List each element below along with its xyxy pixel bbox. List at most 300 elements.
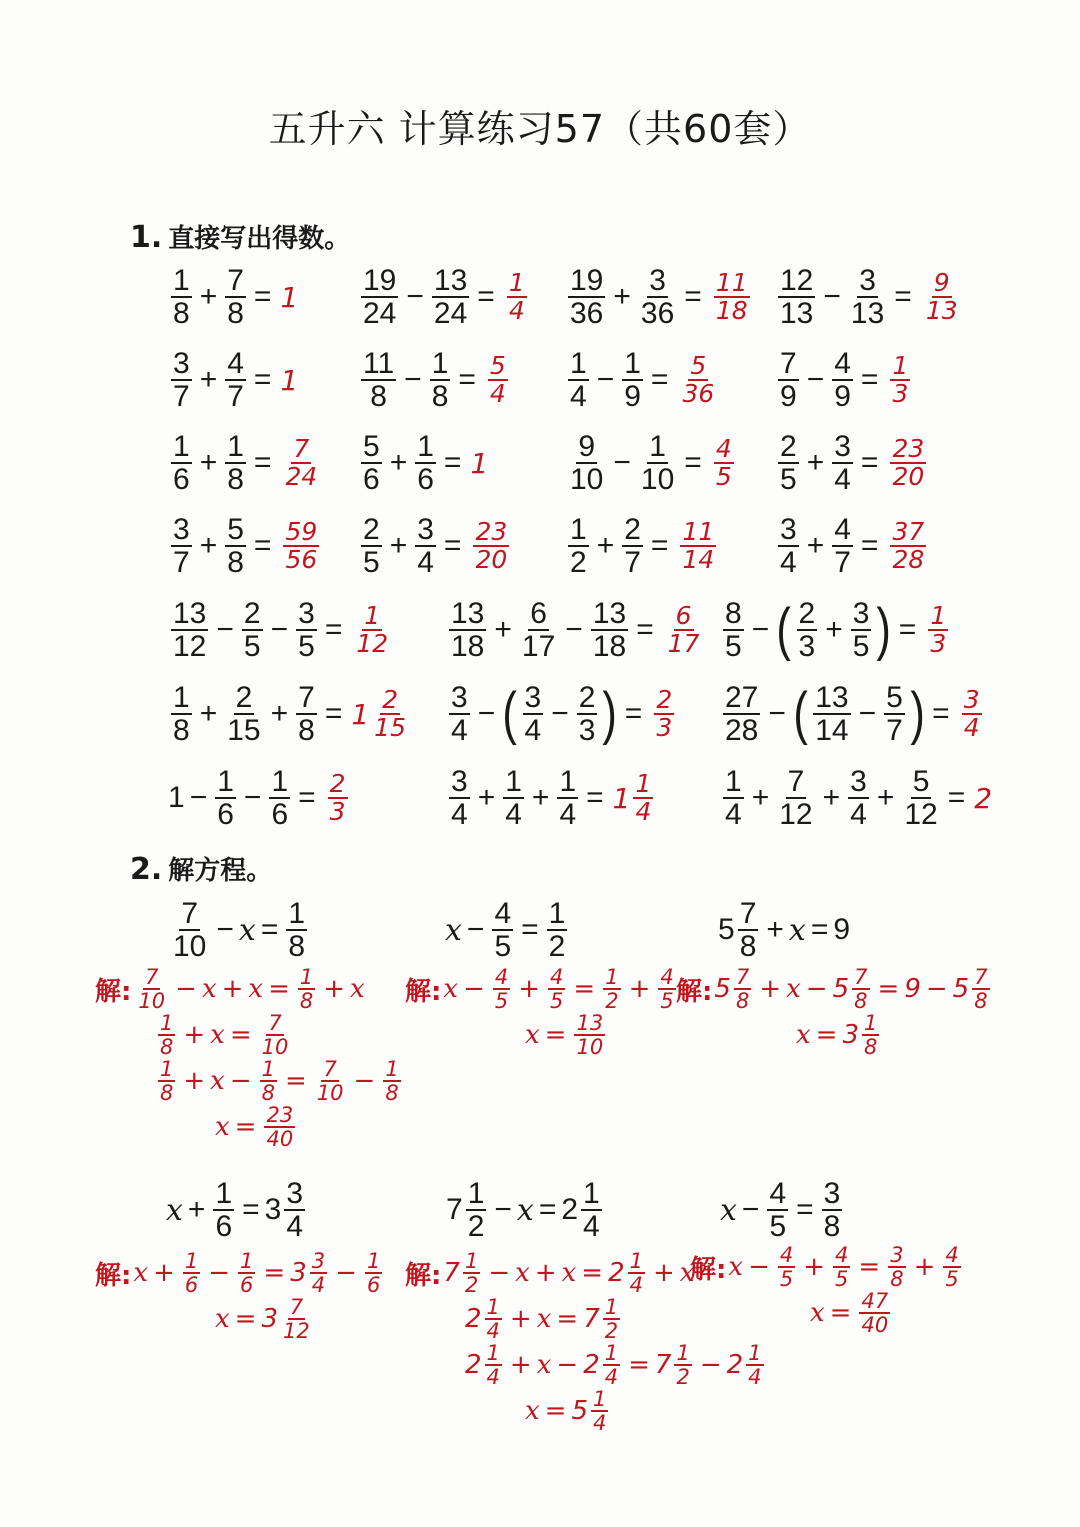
numerator: 4 xyxy=(779,1242,794,1267)
task-12 xyxy=(775,423,929,503)
work-line xyxy=(405,1012,679,1058)
denominator: 4 xyxy=(489,379,506,408)
work-line xyxy=(676,1012,993,1058)
answer xyxy=(711,433,737,491)
fraction xyxy=(171,514,192,579)
operator: + xyxy=(518,974,541,1004)
numerator: 2 xyxy=(656,684,673,714)
numerator: 1 xyxy=(467,1176,485,1210)
operator: + xyxy=(534,1258,557,1288)
operator: + xyxy=(825,613,843,646)
numerator: 5 xyxy=(227,512,244,546)
fraction xyxy=(520,598,557,663)
operator: = xyxy=(636,613,654,646)
denominator: 40 xyxy=(861,1313,889,1337)
fraction xyxy=(383,1058,400,1104)
operator: = xyxy=(650,363,669,396)
numerator: 7 xyxy=(293,433,310,463)
fraction xyxy=(298,966,315,1012)
operator: + xyxy=(183,1066,206,1096)
operator: = xyxy=(877,974,900,1004)
denominator: 8 xyxy=(739,930,757,963)
equation-6 xyxy=(720,1170,845,1250)
numerator: 5 xyxy=(363,429,380,463)
fraction xyxy=(171,265,192,330)
fraction xyxy=(723,682,760,747)
operator: + xyxy=(221,974,244,1004)
operator: − xyxy=(565,613,583,646)
denominator: 8 xyxy=(854,989,868,1013)
denominator: 7 xyxy=(624,546,641,579)
operator: + xyxy=(628,974,651,1004)
fraction xyxy=(674,1342,691,1388)
numerator: 1 xyxy=(892,350,909,380)
numerator: 4 xyxy=(715,433,732,463)
numerator: 1 xyxy=(649,429,666,463)
fraction xyxy=(225,682,262,747)
fraction xyxy=(136,966,167,1012)
fraction xyxy=(622,514,643,579)
numerator: 3 xyxy=(524,680,542,714)
denominator: 8 xyxy=(173,714,190,747)
solution-label: 解: xyxy=(95,1260,132,1291)
equation-5 xyxy=(446,1170,605,1250)
whole-part: 2 xyxy=(465,1350,482,1380)
denominator: 5 xyxy=(660,989,674,1013)
denominator: 6 xyxy=(417,463,434,496)
numerator: 4 xyxy=(769,1176,787,1210)
operator: = xyxy=(253,529,272,562)
denominator: 4 xyxy=(834,463,851,496)
numerator: 1 xyxy=(676,1340,690,1365)
numerator: 7 xyxy=(323,1056,337,1081)
operator: − xyxy=(189,781,208,814)
denominator: 7 xyxy=(834,546,851,579)
numerator: 1 xyxy=(624,346,641,380)
denominator: 12 xyxy=(779,798,813,831)
mixed-number xyxy=(842,1012,882,1058)
work-line xyxy=(405,1342,767,1388)
numerator: 3 xyxy=(850,764,867,798)
mixed-number xyxy=(953,966,993,1012)
denominator: 13 xyxy=(850,297,885,330)
fraction xyxy=(225,348,246,413)
fraction xyxy=(778,514,799,579)
solution-work-1 xyxy=(95,966,404,1150)
numerator: 1 xyxy=(385,1056,399,1081)
task-25 xyxy=(720,758,992,838)
operator: − xyxy=(463,974,485,1004)
variable-x: x xyxy=(525,1020,540,1050)
denominator: 8 xyxy=(227,463,244,496)
denominator: 10 xyxy=(138,989,166,1013)
numerator: 1 xyxy=(160,1010,174,1035)
task-19 xyxy=(720,590,951,670)
denominator: 8 xyxy=(261,1081,276,1105)
numerator: 3 xyxy=(649,263,666,297)
fraction xyxy=(548,966,565,1012)
task-21 xyxy=(446,674,677,754)
operator: − xyxy=(406,280,424,313)
numerator: 5 xyxy=(886,680,903,714)
fraction xyxy=(449,682,470,747)
fraction xyxy=(568,265,605,330)
denominator: 5 xyxy=(725,630,742,663)
fraction xyxy=(680,350,716,408)
answer xyxy=(677,516,719,574)
parenthesis: ( xyxy=(776,597,792,662)
denominator: 24 xyxy=(433,297,468,330)
section-1-number: 1. xyxy=(130,220,163,255)
whole-part: 1 xyxy=(612,781,631,815)
answer xyxy=(325,768,351,826)
fraction xyxy=(658,966,675,1012)
denominator: 5 xyxy=(363,546,380,579)
numerator: 1 xyxy=(261,1056,276,1081)
denominator: 5 xyxy=(852,630,870,663)
operator: = xyxy=(815,1020,838,1050)
operator: − xyxy=(175,974,197,1004)
numerator: 2 xyxy=(780,429,797,463)
numerator: 13 xyxy=(592,596,627,630)
denominator: 40 xyxy=(266,1127,294,1151)
numerator: 3 xyxy=(859,263,876,297)
numerator: 4 xyxy=(227,346,244,380)
numerator: 3 xyxy=(852,596,870,630)
numerator: 3 xyxy=(963,684,980,714)
denominator: 3 xyxy=(892,379,909,408)
denominator: 10 xyxy=(576,1035,604,1059)
denominator: 4 xyxy=(559,798,577,831)
denominator: 8 xyxy=(385,1081,399,1105)
numerator: 3 xyxy=(173,346,190,380)
fraction xyxy=(568,348,589,413)
denominator: 10 xyxy=(261,1035,289,1059)
numerator: 1 xyxy=(160,1056,174,1081)
denominator: 17 xyxy=(521,630,556,663)
numerator: 7 xyxy=(974,964,988,989)
numerator: 2 xyxy=(235,680,253,714)
fraction xyxy=(591,1388,608,1434)
fraction xyxy=(171,431,192,496)
variable-x: x xyxy=(445,912,462,948)
denominator: 9 xyxy=(834,380,851,413)
denominator: 4 xyxy=(451,798,468,831)
denominator: 2 xyxy=(548,930,566,963)
fraction xyxy=(225,265,246,330)
variable-x: x xyxy=(536,1350,552,1380)
numerator: 12 xyxy=(780,263,814,297)
numerator: 11 xyxy=(363,346,395,380)
task-5 xyxy=(168,340,298,420)
operator: = xyxy=(521,913,539,946)
fraction xyxy=(833,1244,850,1290)
operator: + xyxy=(270,697,289,730)
fraction xyxy=(591,598,628,663)
task-18 xyxy=(446,590,705,670)
operator: − xyxy=(805,974,828,1004)
fraction xyxy=(315,1058,346,1104)
fraction xyxy=(723,598,744,663)
work-line xyxy=(405,1388,767,1434)
operator: + xyxy=(509,1350,532,1380)
answer xyxy=(280,516,322,574)
numerator: 13 xyxy=(173,596,207,630)
numerator: 1 xyxy=(725,764,742,798)
operator: + xyxy=(187,1193,206,1226)
fraction xyxy=(372,684,408,742)
numerator: 7 xyxy=(268,1010,282,1035)
fraction xyxy=(654,684,674,742)
operator: + xyxy=(913,1252,936,1282)
denominator: 2 xyxy=(464,1273,479,1297)
numerator: 2 xyxy=(363,512,380,546)
fraction xyxy=(603,966,620,1012)
numerator: 6 xyxy=(530,596,547,630)
numerator: 4 xyxy=(834,346,851,380)
denominator: 18 xyxy=(592,630,627,663)
whole-part: 7 xyxy=(446,1193,463,1226)
numerator: 59 xyxy=(285,516,318,546)
variable-x: x xyxy=(248,974,264,1004)
denominator: 6 xyxy=(173,463,190,496)
whole-part: 2 xyxy=(561,1193,579,1226)
mixed-number xyxy=(561,1178,604,1243)
denominator: 7 xyxy=(173,546,190,579)
numerator: 2 xyxy=(624,512,641,546)
operator: = xyxy=(796,1193,814,1226)
fraction xyxy=(822,1178,843,1243)
operator: + xyxy=(806,529,825,562)
operator: + xyxy=(153,1258,175,1288)
fraction xyxy=(849,265,886,330)
denominator: 5 xyxy=(835,1267,849,1291)
denominator: 5 xyxy=(945,1267,959,1291)
denominator: 3 xyxy=(798,630,816,663)
numerator: 1 xyxy=(548,896,566,930)
fraction xyxy=(361,265,398,330)
fraction xyxy=(832,348,853,413)
answer xyxy=(677,350,719,408)
task-16 xyxy=(775,506,929,586)
fraction xyxy=(354,600,390,658)
denominator: 4 xyxy=(748,1365,762,1389)
variable-x: x xyxy=(515,1258,530,1288)
fraction xyxy=(797,598,818,663)
numerator: 1 xyxy=(570,512,587,546)
mixed-number xyxy=(655,1342,695,1388)
fraction xyxy=(503,766,524,831)
fraction xyxy=(778,265,815,330)
numerator: 23 xyxy=(266,1102,294,1127)
mixed-number xyxy=(351,684,411,742)
fraction xyxy=(568,431,605,496)
fraction xyxy=(888,1244,905,1290)
fraction xyxy=(962,684,982,742)
denominator: 20 xyxy=(475,545,508,574)
fraction xyxy=(639,431,676,496)
numerator: 2 xyxy=(382,684,399,714)
task-20 xyxy=(168,674,411,754)
fraction xyxy=(723,766,744,831)
operator: = xyxy=(894,280,912,313)
fraction xyxy=(577,682,598,747)
operator: + xyxy=(759,974,782,1004)
operator: − xyxy=(494,1193,512,1226)
variable-x: x xyxy=(810,1298,825,1328)
operator: − xyxy=(208,1258,231,1288)
numerator: 1 xyxy=(227,429,244,463)
section-2-number: 2. xyxy=(130,852,163,887)
solution-work-3 xyxy=(676,966,993,1058)
answer xyxy=(280,364,298,397)
operator: = xyxy=(253,446,272,479)
numerator: 23 xyxy=(475,516,508,546)
numerator: 13 xyxy=(451,596,485,630)
fraction xyxy=(260,1058,277,1104)
operator: = xyxy=(932,697,950,730)
denominator: 8 xyxy=(890,1267,904,1291)
operator: − xyxy=(748,1252,770,1282)
denominator: 6 xyxy=(184,1273,199,1297)
operator: = xyxy=(260,913,279,946)
operator: = xyxy=(650,529,669,562)
solution-work-4 xyxy=(95,1250,385,1342)
denominator: 36 xyxy=(640,297,675,330)
denominator: 8 xyxy=(974,989,988,1013)
fraction xyxy=(633,768,653,826)
operator: = xyxy=(628,1350,650,1380)
denominator: 36 xyxy=(682,379,715,408)
numerator: 7 xyxy=(145,964,159,989)
denominator: 36 xyxy=(570,297,604,330)
operator: = xyxy=(544,1020,567,1050)
numerator: 1 xyxy=(173,680,190,714)
operator: + xyxy=(876,781,895,814)
answer xyxy=(612,768,657,826)
denominator: 4 xyxy=(963,713,980,742)
answer xyxy=(470,516,512,574)
work-line xyxy=(95,966,404,1012)
denominator: 4 xyxy=(286,1210,304,1243)
numerator: 1 xyxy=(604,1340,619,1365)
operator: + xyxy=(389,529,408,562)
operator: + xyxy=(199,280,218,313)
fraction xyxy=(215,766,236,831)
fraction xyxy=(213,1178,234,1243)
operator: − xyxy=(404,363,422,396)
fraction xyxy=(603,1296,620,1342)
fraction xyxy=(328,768,348,826)
denominator: 6 xyxy=(215,1210,233,1243)
denominator: 7 xyxy=(227,380,244,413)
operator: + xyxy=(509,1304,532,1334)
denominator: 24 xyxy=(285,462,318,491)
numerator: 1 xyxy=(505,764,522,798)
task-3 xyxy=(565,257,753,337)
fraction xyxy=(158,1012,175,1058)
operator: + xyxy=(199,697,218,730)
operator: − xyxy=(556,1350,579,1380)
mixed-number xyxy=(443,1250,483,1296)
operator: = xyxy=(253,363,272,396)
operator: + xyxy=(494,613,512,646)
task-1 xyxy=(168,257,298,337)
work-line xyxy=(690,1244,964,1290)
operator: = xyxy=(234,1304,257,1334)
fraction xyxy=(493,966,510,1012)
numerator: 5 xyxy=(489,350,506,380)
operator: = xyxy=(586,781,604,814)
fraction xyxy=(225,431,246,496)
fraction xyxy=(286,898,307,963)
fraction xyxy=(972,966,989,1012)
number: 9 xyxy=(904,974,921,1004)
denominator: 12 xyxy=(356,629,389,658)
numerator: 1 xyxy=(593,1386,607,1411)
denominator: 17 xyxy=(667,629,700,658)
operator: + xyxy=(531,781,550,814)
operator: − xyxy=(216,913,234,946)
whole-part: 7 xyxy=(583,1304,600,1334)
denominator: 5 xyxy=(769,1210,787,1243)
number: 1 xyxy=(168,781,185,814)
mixed-number xyxy=(718,898,761,963)
denominator: 9 xyxy=(624,380,641,413)
denominator: 4 xyxy=(635,797,652,826)
numerator: 1 xyxy=(559,764,577,798)
fraction xyxy=(264,1104,295,1150)
operator: = xyxy=(947,781,966,814)
whole-part: 7 xyxy=(443,1258,460,1288)
denominator: 10 xyxy=(316,1081,344,1105)
numerator: 1 xyxy=(464,1248,479,1273)
operator: − xyxy=(768,697,786,730)
numerator: 3 xyxy=(286,1176,304,1210)
fraction xyxy=(296,598,317,663)
fraction xyxy=(488,350,508,408)
operator: − xyxy=(806,363,825,396)
fraction xyxy=(778,431,799,496)
operator: − xyxy=(216,613,234,646)
task-2 xyxy=(358,257,530,337)
whole-part: 2 xyxy=(726,1350,744,1380)
numerator: 5 xyxy=(690,350,707,380)
answer xyxy=(651,684,677,742)
operator: − xyxy=(699,1350,722,1380)
numerator: 1 xyxy=(366,1248,381,1273)
variable-x: x xyxy=(679,1258,695,1288)
number: 1 xyxy=(280,280,299,314)
numerator: 1 xyxy=(629,1248,643,1273)
denominator: 9 xyxy=(780,380,797,413)
operator: + xyxy=(477,781,496,814)
operator: − xyxy=(751,613,770,646)
whole-part: 5 xyxy=(952,974,970,1004)
fraction xyxy=(361,431,382,496)
operator: − xyxy=(858,697,877,730)
task-8 xyxy=(775,340,913,420)
operator: = xyxy=(477,280,495,313)
whole-part: 2 xyxy=(608,1258,625,1288)
solution-label: 解: xyxy=(676,976,713,1007)
fraction xyxy=(171,598,208,663)
denominator: 6 xyxy=(271,798,289,831)
denominator: 2 xyxy=(467,1210,485,1243)
numerator: 7 xyxy=(854,964,868,989)
denominator: 7 xyxy=(886,714,903,747)
numerator: 1 xyxy=(288,896,306,930)
